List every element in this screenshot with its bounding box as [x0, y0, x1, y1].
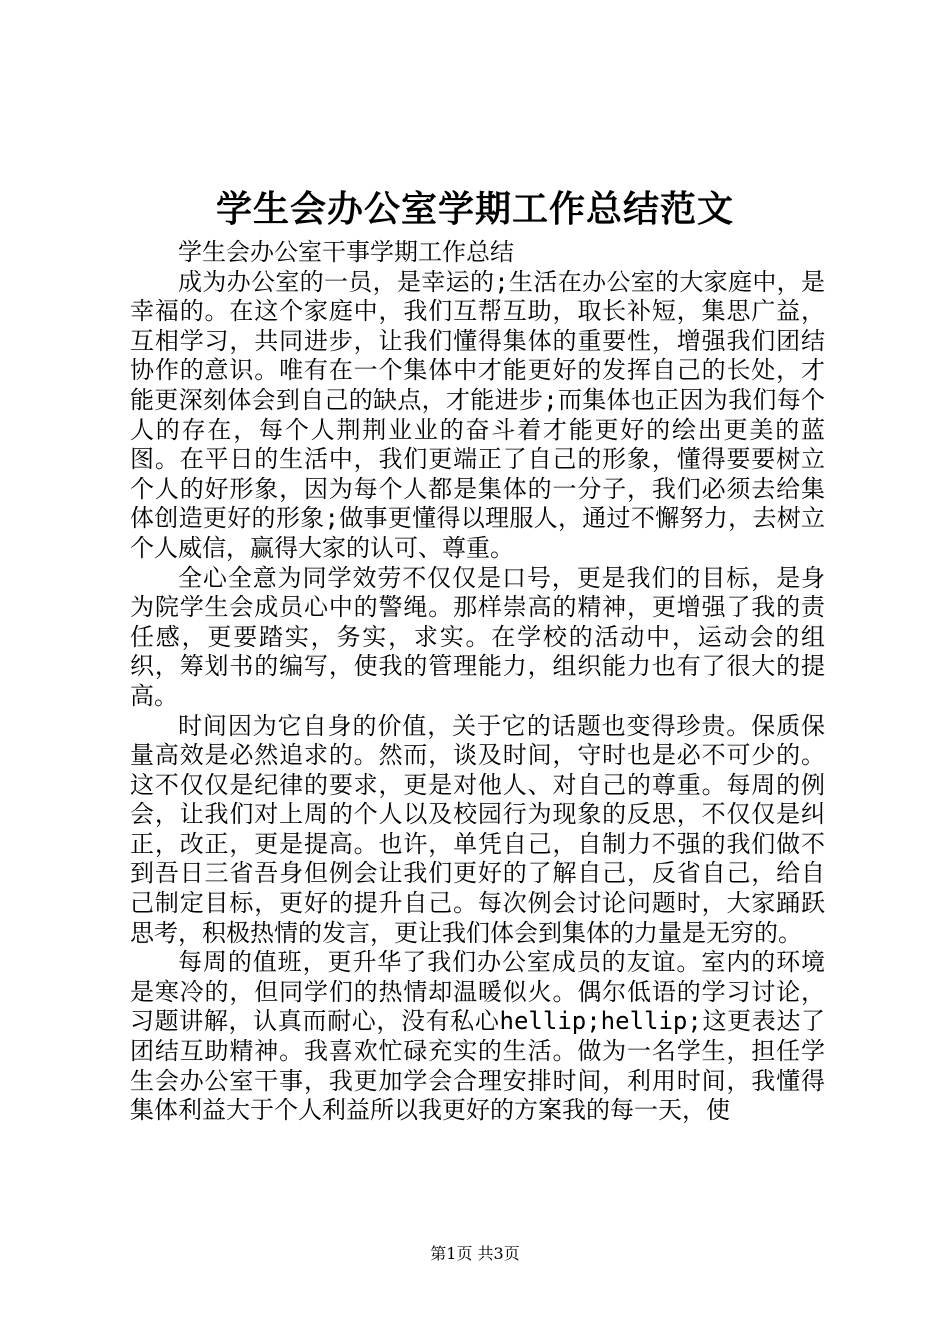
paragraph: 每周的值班，更升华了我们办公室成员的友谊。室内的环境是寒冷的，但同学们的热情却温暖似火。偶尔低语的学习讨论，习题讲解，认真而耐心，没有私心hellip;hellip;这更表达了团结互助精神。我喜欢忙碌充实的生活。做为一名学生，担任学生会办公室干事，我更加学会合理安排时间，利用时间，我懂得集体利益大于个人利益所以我更好的方案我的每一天，使 [130, 948, 825, 1125]
page-footer: 第1页 共3页 [430, 1244, 520, 1263]
paragraph: 全心全意为同学效劳不仅仅是口号，更是我们的目标，是身为院学生会成员心中的警绳。那样崇高的精神，更增强了我的责任感，更要踏实，务实，求实。在学校的活动中，运动会的组织，筹划书的编写，使我的管理能力，组织能力也有了很大的提高。 [130, 563, 825, 710]
paragraph-heading: 学生会办公室干事学期工作总结 [178, 238, 514, 266]
paragraph: 成为办公室的一员，是幸运的;生活在办公室的大家庭中，是幸福的。在这个家庭中，我们互帮互助，取长补短，集思广益，互相学习，共同进步，让我们懂得集体的重要性，增强我们团结协作的意识。唯有在一个集体中才能更好的发挥自己的长处，才能更深刻体会到自己的缺点，才能进步;而集体也正因为我们每个人的存在，每个人荆荆业业的奋斗着才能更好的绘出更美的蓝图。在平日的生活中，我们更端正了自己的形象，懂得要要树立个人的好形象，因为每个人都是集体的一分子，我们必须去给集体创造更好的形象;做事更懂得以理服人，通过不懈努力，去树立个人威信，赢得大家的认可、尊重。 [130, 267, 825, 562]
document-title: 学生会办公室学期工作总结范文 [215, 188, 734, 230]
document-body [130, 238, 825, 1126]
paragraph: 时间因为它自身的价值，关于它的话题也变得珍贵。保质保量高效是必然追求的。然而，谈及时间，守时也是必不可少的。这不仅仅是纪律的要求，更是对他人、对自己的尊重。每周的例会，让我们对上周的个人以及校园行为现象的反思，不仅仅是纠正，改正，更是提高。也许，单凭自己，自制力不强的我们做不到吾日三省吾身但例会让我们更好的了解自己，反省自己，给自己制定目标，更好的提升自己。每次例会讨论问题时，大家踊跃思考，积极热情的发言，更让我们体会到集体的力量是无穷的。 [130, 711, 825, 947]
